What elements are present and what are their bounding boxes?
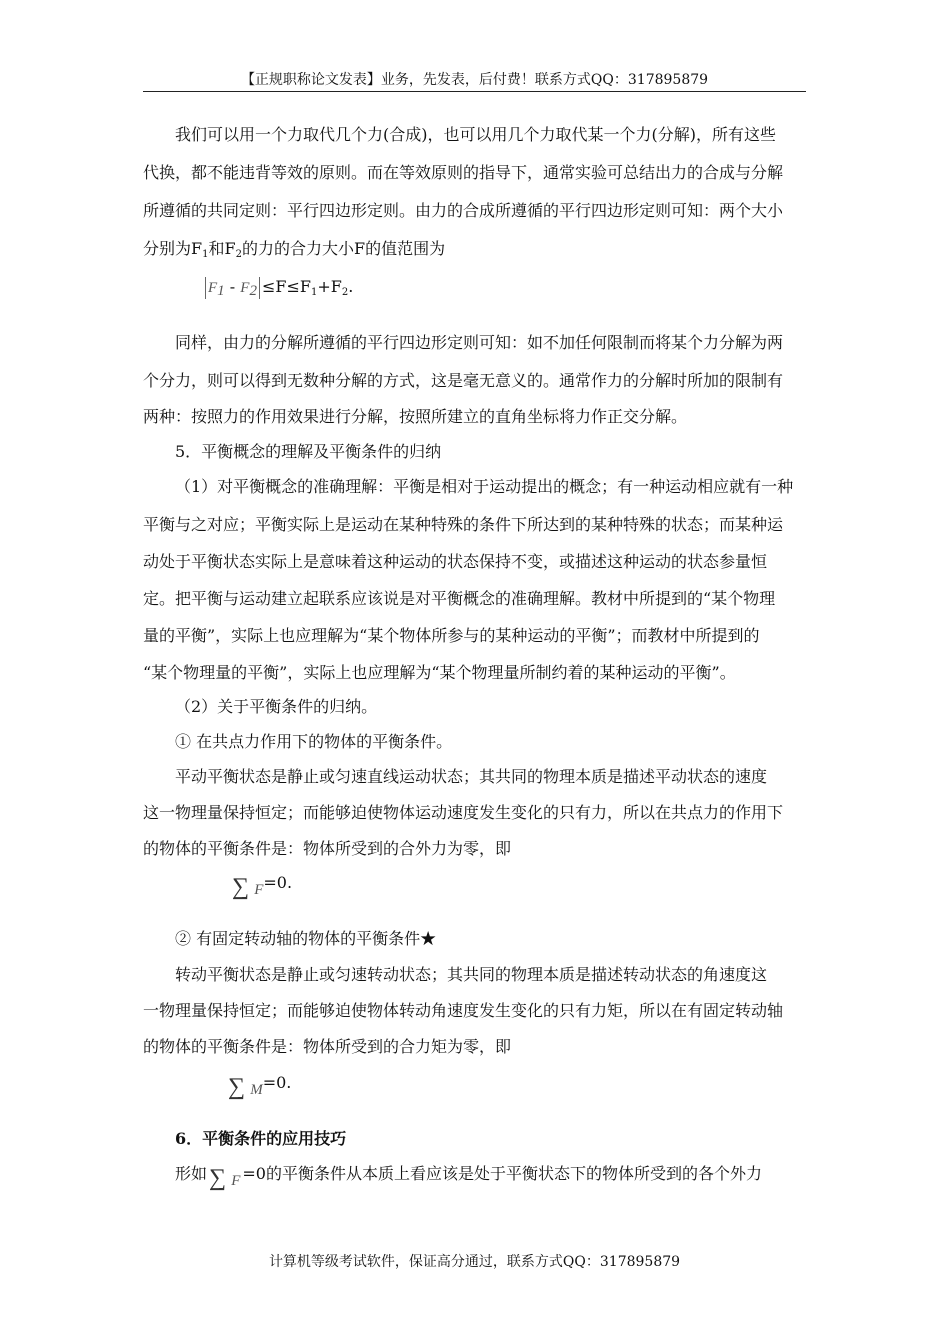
formula-sum-moment: ∑ M=0. [228, 1073, 292, 1100]
page-footer: 计算机等级考试软件，保证高分通过，联系方式QQ：317895879 [268, 1254, 681, 1270]
paragraph-line: 我们可以用一个力取代几个力(合成)，也可以用几个力取代某一个力(分解)，所有这些 [175, 125, 776, 144]
paragraph-line: 形如∑ F =0的平衡条件从本质上看应该是处于平衡状态下的物体所受到的各个外力 [175, 1164, 762, 1191]
abs-bar-right [259, 277, 260, 299]
paragraph-line: （2）关于平衡条件的归纳。 [175, 697, 378, 716]
paragraph-line: 两种：按照力的作用效果进行分解，按照所建立的直角坐标将力作正交分解。 [143, 407, 688, 426]
paragraph-line: 平动平衡状态是静止或匀速直线运动状态；其共同的物理本质是描述平动状态的速度 [175, 767, 768, 786]
paragraph-line: 动处于平衡状态实际上是意味着这种运动的状态保持不变，或描述这种运动的状态参量恒 [143, 552, 768, 571]
paragraph-line: 同样，由力的分解所遵循的平行四边形定则可知：如不加任何限制而将某个力分解为两 [175, 333, 784, 352]
paragraph-line: 分别为$F_1$和$F_2$的力的合力大小F的值范围为 [143, 239, 446, 260]
paragraph-line: 定。把平衡与运动建立起联系应该说是对平衡概念的准确理解。教材中所提到的“某个物理 [143, 589, 776, 608]
paragraph-line: 转动平衡状态是静止或匀速转动状态；其共同的物理本质是描述转动状态的角速度这 [175, 965, 768, 984]
header-divider [143, 91, 806, 92]
section-heading: 5．平衡概念的理解及平衡条件的归纳 [175, 442, 442, 461]
formula-force-range: $F_1 - F_2 \le F\le F_1+F_2$. [203, 275, 353, 300]
paragraph-line: （1）对平衡概念的准确理解：平衡是相对于运动提出的概念；有一种运动相应就有一种 [175, 477, 794, 496]
paragraph-line: ② 有固定转动轴的物体的平衡条件★ [175, 929, 437, 948]
paragraph-line: 个分力，则可以得到无数种分解的方式，这是毫无意义的。通常作力的分解时所加的限制有 [143, 371, 784, 390]
page-header: 【正规职称论文发表】业务，先发表，后付费！联系方式QQ：317895879 [240, 72, 709, 88]
paragraph-line: ① 在共点力作用下的物体的平衡条件。 [175, 732, 453, 751]
paragraph-line: 量的平衡”，实际上也应理解为“某个物体所参与的某种运动的平衡”；而教材中所提到的 [143, 626, 760, 645]
paragraph-line: “某个物理量的平衡”，实际上也应理解为“某个物理量所制约着的某种运动的平衡”。 [143, 663, 736, 682]
paragraph-line: 代换，都不能违背等效的原则。而在等效原则的指导下，通常实验可总结出力的合成与分解 [143, 163, 784, 182]
section-heading: 6．平衡条件的应用技巧 [175, 1129, 347, 1148]
inline-formula: ∑ F [209, 1165, 241, 1191]
formula-sum-force: ∑ F=0. [232, 873, 293, 900]
paragraph-line: 的物体的平衡条件是：物体所受到的合外力为零，即 [143, 839, 512, 858]
abs-bar-left [205, 277, 206, 299]
paragraph-line: 平衡与之对应；平衡实际上是运动在某种特殊的条件下所达到的某种特殊的状态；而某种运 [143, 515, 784, 534]
paragraph-line: 一物理量保持恒定；而能够迫使物体转动角速度发生变化的只有力矩，所以在有固定转动轴 [143, 1001, 784, 1020]
paragraph-line: 这一物理量保持恒定；而能够迫使物体运动速度发生变化的只有力，所以在共点力的作用下 [143, 803, 784, 822]
paragraph-line: 的物体的平衡条件是：物体所受到的合力矩为零，即 [143, 1037, 512, 1056]
paragraph-line: 所遵循的共同定则：平行四边形定则。由力的合成所遵循的平行四边形定则可知：两个大小 [143, 201, 784, 220]
